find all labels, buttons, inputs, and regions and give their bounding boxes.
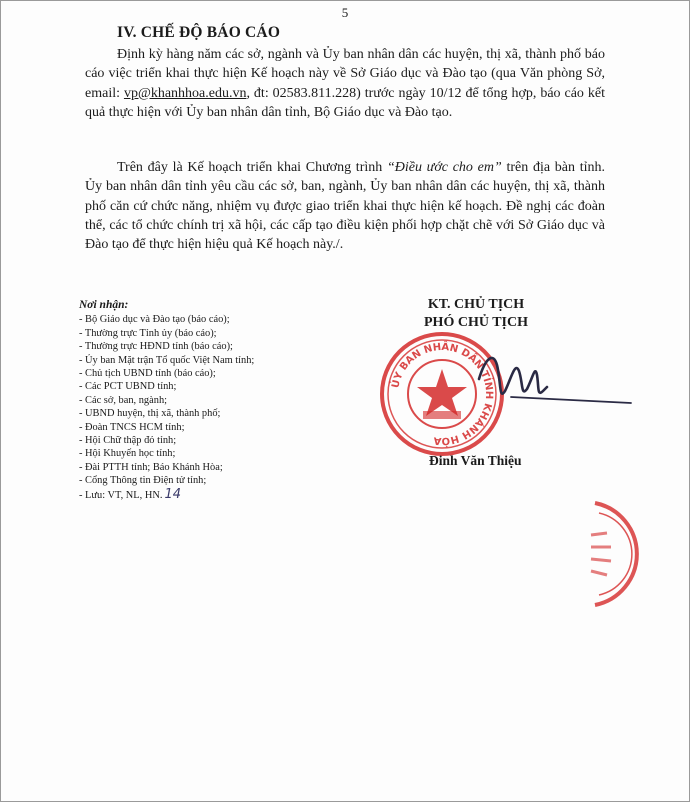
partial-seal-icon (587, 499, 647, 609)
page-number: 5 (341, 5, 349, 20)
recipients-list (79, 299, 339, 502)
recipient-item: - UBND huyện, thị xã, thành phố; (79, 408, 221, 420)
recipient-item: - Bộ Giáo dục và Đào tạo (báo cáo); (79, 314, 230, 326)
signer-title-line2: PHÓ CHỦ TỊCH (424, 315, 528, 330)
seal-text: ỦY BAN NHÂN DÂN TỈNH KHÁNH HÒA (390, 341, 495, 447)
recipient-item: - Đoàn TNCS HCM tỉnh; (79, 421, 185, 433)
signer-title-line1: KT. CHỦ TỊCH (427, 297, 525, 312)
recipient-item: - Các sở, ban, ngành; (79, 394, 168, 406)
recipient-item: - Chủ tịch UBND tỉnh (báo cáo); (79, 368, 216, 380)
paragraph-text: Định kỳ hàng năm các sở, ngành và Ủy ban nhân dân các huyện, thị xã, thành phố báo cáo việc triển khai thực hiện Kế hoạch này về Sở Giáo dục và Đào tạo (qua Văn phòng Sở, email: (85, 47, 605, 101)
recipient-item: - Hội Khuyến học tỉnh; (79, 448, 176, 460)
handwritten-mark: 14 (164, 486, 182, 502)
recipient-item: - Các PCT UBND tỉnh; (79, 381, 177, 393)
section-heading: IV. CHẾ ĐỘ BÁO CÁO (117, 24, 281, 41)
closing-paragraph (85, 158, 605, 254)
report-paragraph (85, 45, 605, 122)
paragraph-text: , đt: 02583.811.228) trước ngày 10/12 để tổng hợp, báo cáo kết quả thực hiện với Ủy ban nhân dân tỉnh, Bộ Giáo dục và Đào tạo. (85, 85, 605, 120)
signer-name: Đinh Văn Thiệu (429, 453, 522, 468)
email-link[interactable]: vp@khanhhoa.edu.vn (123, 85, 247, 101)
recipients-heading: Nơi nhận: (79, 299, 129, 311)
handwritten-signature-icon (471, 331, 641, 421)
recipient-item: - Cổng Thông tin Điện tử tỉnh; (79, 475, 207, 487)
recipient-item: - Ủy ban Mặt trận Tổ quốc Việt Nam tỉnh; (79, 354, 255, 366)
recipient-archive-text: - Lưu: VT, NL, HN. (79, 489, 163, 501)
recipient-item: - Thường trực HĐND tỉnh (báo cáo); (79, 341, 233, 353)
recipient-item: - Đài PTTH tỉnh; Báo Khánh Hòa; (79, 461, 223, 473)
recipient-item: - Hội Chữ thập đỏ tỉnh; (79, 435, 177, 447)
paragraph-text: Trên đây là Kế hoạch triển khai Chương trình (117, 160, 387, 175)
recipient-item-archive (79, 488, 339, 502)
program-name: “Điều ước cho em” (386, 160, 502, 175)
signature-block (401, 296, 551, 332)
recipient-item: - Thường trực Tỉnh ủy (báo cáo); (79, 327, 217, 339)
paragraph-text: trên địa bàn tỉnh. Ủy ban nhân dân tỉnh yêu cầu các sở, ban, ngành, Ủy ban nhân dân các huyện, thị xã, thành phố căn cứ chức năng, nhiệm vụ được giao triển khai thực hiện kế hoạch. Đề nghị các đoàn thể, các tổ chức chính trị xã hội, các cấp tạo điều kiện phối hợp chặt chẽ với Sở Giáo dục và Đào tạo để thực hiện hiệu quả Kế hoạch này./. (85, 160, 605, 253)
